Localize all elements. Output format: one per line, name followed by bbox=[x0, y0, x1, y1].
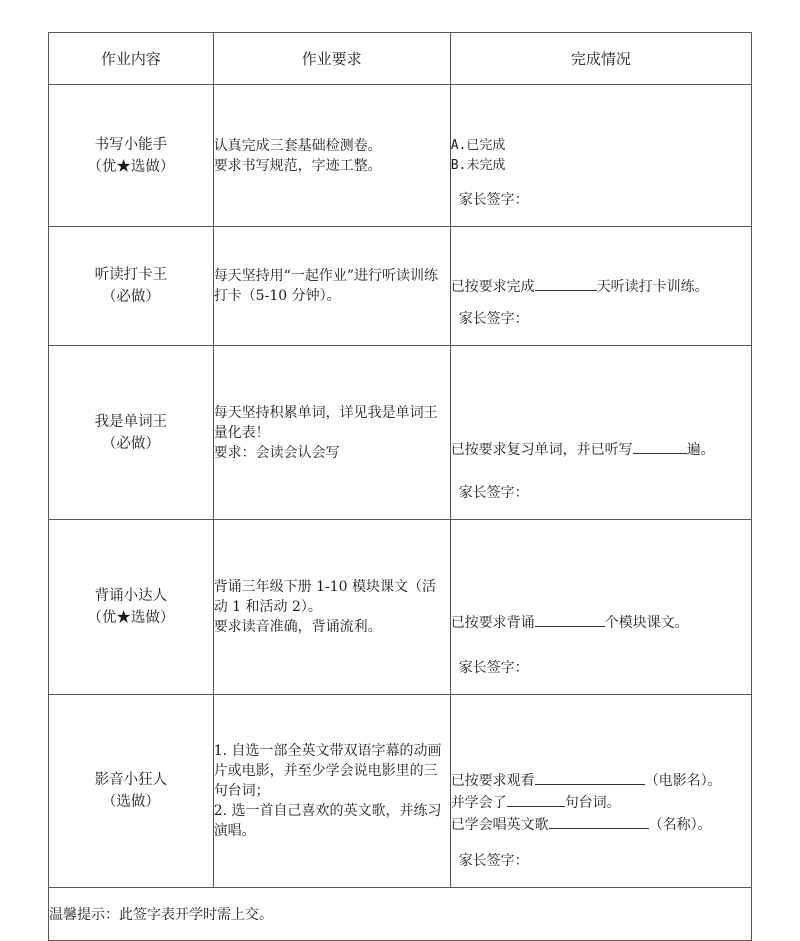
task-name-cell bbox=[49, 520, 214, 695]
task-name: 听读打卡王 bbox=[94, 267, 168, 283]
parent-signature-label: 家长签字： bbox=[458, 660, 529, 676]
task-status-cell bbox=[450, 85, 751, 227]
header-requirement: 作业要求 bbox=[213, 33, 450, 85]
status-text: 已按要求观看 bbox=[450, 773, 535, 789]
parent-signature-label: 家长签字： bbox=[458, 853, 529, 869]
status-line bbox=[451, 769, 751, 791]
status-line bbox=[451, 275, 751, 297]
task-name: 影音小狂人 bbox=[94, 772, 168, 788]
status-text: 已按要求复习单词，并已听写 bbox=[450, 441, 633, 458]
status-option-a[interactable]: A.已完成 bbox=[450, 137, 506, 153]
task-tag: （优★选做） bbox=[87, 610, 175, 626]
status-text: 已按要求完成 bbox=[450, 279, 535, 295]
status-text: 已按要求背诵 bbox=[450, 615, 535, 631]
status-option-b[interactable]: B.未完成 bbox=[450, 157, 506, 173]
fill-blank[interactable] bbox=[549, 813, 649, 829]
status-text: 句台词。 bbox=[564, 795, 621, 811]
fill-blank[interactable] bbox=[507, 791, 565, 807]
requirement-line: 认真完成三套基础检测卷。 bbox=[213, 137, 382, 154]
task-name: 背诵小达人 bbox=[94, 588, 168, 604]
status-line bbox=[451, 611, 751, 633]
status-text: （电影名）。 bbox=[644, 773, 722, 789]
task-name-cell bbox=[49, 227, 214, 346]
header-status: 完成情况 bbox=[450, 33, 751, 85]
task-status-cell bbox=[450, 227, 751, 346]
fill-blank[interactable] bbox=[535, 611, 605, 627]
task-name: 我是单词王 bbox=[94, 413, 168, 430]
fill-blank[interactable] bbox=[535, 275, 597, 291]
requirement-line: 背诵三年级下册 1-10 模块课文（活动 1 和活动 2）。 bbox=[213, 579, 437, 615]
parent-signature-label: 家长签字： bbox=[458, 311, 529, 327]
status-text: 并学会了 bbox=[450, 795, 507, 811]
task-tag: （必做） bbox=[101, 435, 160, 452]
requirement-line: 1. 自选一部全英文带双语字幕的动画片或电影，并至少学会说电影里的三句台词； bbox=[213, 743, 442, 799]
requirement-line: 每天坚持用“一起作业”进行听读训练打卡（5-10 分钟）。 bbox=[213, 268, 439, 304]
requirement-line: 要求书写规范，字迹工整。 bbox=[213, 157, 382, 174]
task-status-cell bbox=[450, 520, 751, 695]
task-requirement-cell bbox=[213, 695, 450, 888]
fill-blank[interactable] bbox=[633, 438, 687, 454]
status-line bbox=[451, 813, 751, 835]
table-row bbox=[49, 520, 752, 695]
task-status-cell bbox=[450, 695, 751, 888]
status-text: 遍。 bbox=[686, 441, 715, 458]
status-text: （名称）。 bbox=[648, 817, 712, 833]
task-status-cell bbox=[450, 346, 751, 520]
table-row bbox=[49, 346, 752, 520]
task-tag: （选做） bbox=[101, 794, 160, 810]
task-name-cell bbox=[49, 346, 214, 520]
fill-blank[interactable] bbox=[535, 769, 645, 785]
requirement-line: 每天坚持积累单词，详见我是单词王量化表！ bbox=[213, 404, 438, 441]
parent-signature-label: 家长签字： bbox=[458, 485, 529, 501]
task-requirement-cell bbox=[213, 520, 450, 695]
task-requirement-cell bbox=[213, 85, 450, 227]
table-row bbox=[49, 227, 752, 346]
task-tag: （优★选做） bbox=[87, 158, 175, 175]
status-line bbox=[451, 791, 751, 813]
status-text: 个模块课文。 bbox=[604, 615, 689, 631]
requirement-line: 要求读音准确，背诵流利。 bbox=[213, 619, 382, 635]
table-header-row bbox=[49, 33, 752, 85]
task-tag: （必做） bbox=[101, 289, 160, 305]
requirement-line: 要求：会读会认会写 bbox=[213, 444, 340, 461]
task-name-cell bbox=[49, 695, 214, 888]
task-requirement-cell bbox=[213, 346, 450, 520]
task-requirement-cell bbox=[213, 227, 450, 346]
requirement-line: 2. 选一首自己喜欢的英文歌，并练习演唱。 bbox=[213, 803, 442, 839]
task-name-cell bbox=[49, 85, 214, 227]
table-row bbox=[49, 695, 752, 888]
status-line bbox=[451, 438, 751, 460]
reminder-note: 温馨提示：此签字表开学时需上交。 bbox=[49, 888, 752, 941]
homework-sign-table bbox=[48, 32, 752, 941]
task-name: 书写小能手 bbox=[94, 136, 168, 153]
table-row bbox=[49, 85, 752, 227]
note-row bbox=[49, 888, 752, 941]
status-text: 已学会唱英文歌 bbox=[450, 817, 549, 833]
status-text: 天听读打卡训练。 bbox=[596, 279, 709, 295]
header-content: 作业内容 bbox=[49, 33, 214, 85]
parent-signature-label: 家长签字： bbox=[458, 192, 529, 208]
